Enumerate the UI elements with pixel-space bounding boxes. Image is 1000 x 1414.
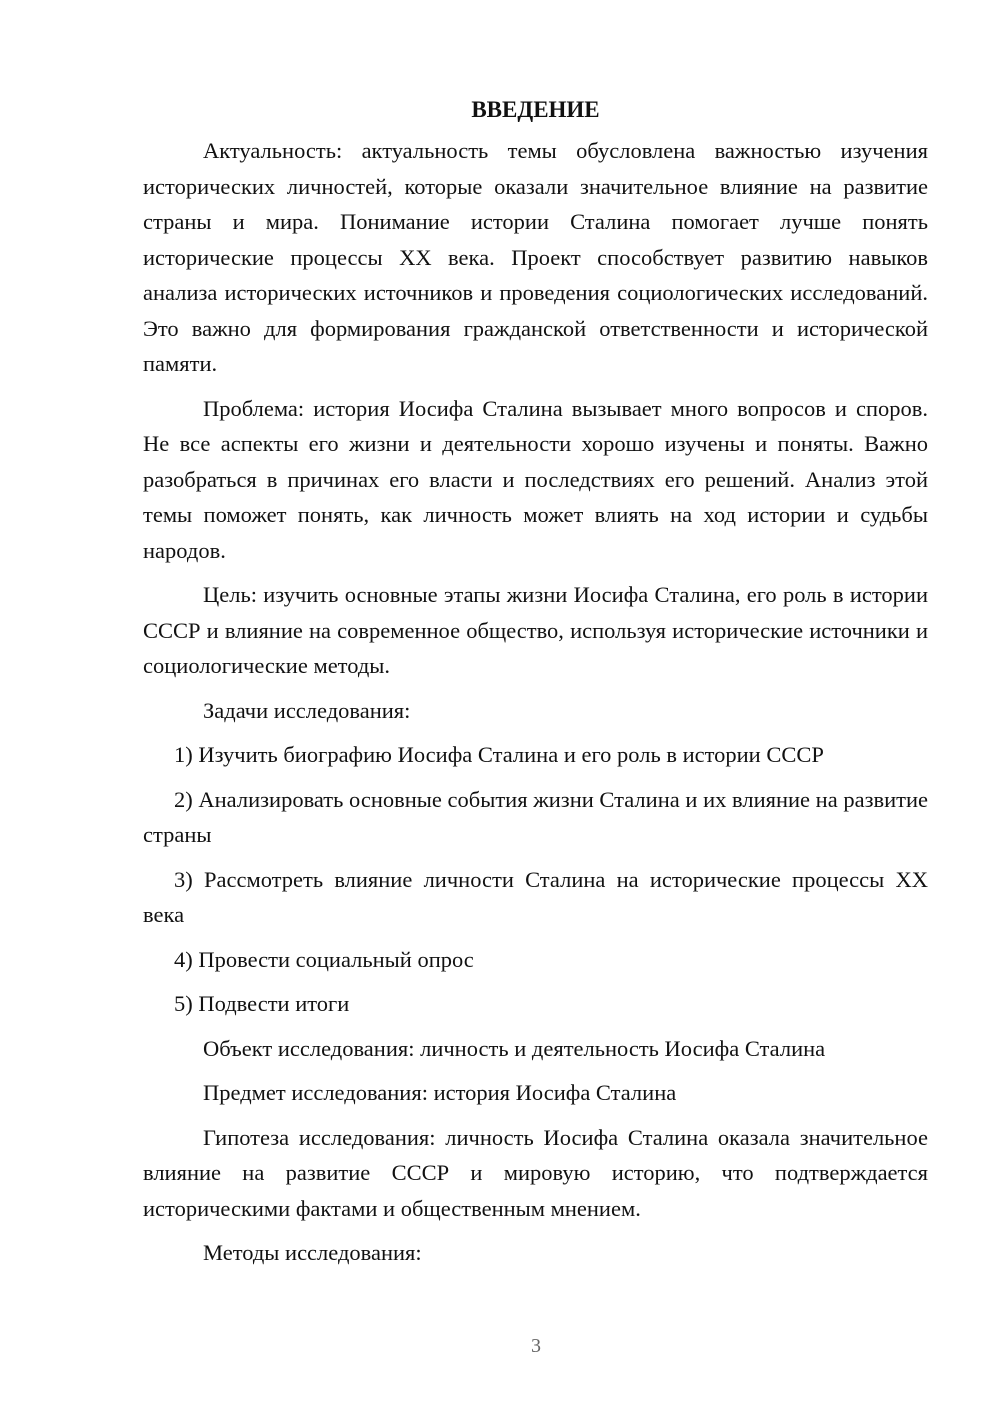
methods-heading: Методы исследования: <box>203 1240 422 1265</box>
paragraph-goal: Цель: изучить основные этапы жизни Иосифа Сталина, его роль в истории СССР и влияние на современное общество, используя исторические источники и социологические методы. <box>143 582 928 678</box>
task-item-3: 3) Рассмотреть влияние личности Сталина на исторические процессы XX века <box>143 866 928 927</box>
paragraph-hypothesis: Гипотеза исследования: личность Иосифа Сталина оказала значительное влияние на развитие СССР и мировую историю, что подтверждается историческими фактами и общественным мнением. <box>143 1124 928 1221</box>
paragraph-problem: Проблема: история Иосифа Сталина вызывает много вопросов и споров. Не все аспекты его жизни и деятельности хорошо изучены и поняты. Важно разобраться в причинах его власти и последствиях его решений. Анализ этой темы поможет понять, как личность может влиять на ход истории и судьбы народов. <box>143 395 928 563</box>
task-item-2: 2) Анализировать основные события жизни Сталина и их влияние на развитие страны <box>143 786 928 847</box>
page-number: 3 <box>531 1335 541 1357</box>
task-item-4: 4) Провести социальный опрос <box>174 946 474 972</box>
paragraph-relevance: Актуальность: актуальность темы обусловлена важностью изучения исторических личностей, которые оказали значительное влияние на развитие страны и мира. Понимание истории Сталина помогает лучше понять исторические процессы XX века. Проект способствует развитию навыков анализа исторических источников и проведения социологических исследований. Это важно для формирования гражданской ответственности и исторической памяти. <box>143 138 928 376</box>
task-item-5: 5) Подвести итоги <box>174 991 350 1016</box>
paragraph-subject: Предмет исследования: история Иосифа Сталина <box>203 1080 677 1105</box>
page-title: ВВЕДЕНИЕ <box>471 97 600 122</box>
task-item-1: 1) Изучить биографию Иосифа Сталина и его роль в истории СССР <box>174 742 824 767</box>
paragraph-object: Объект исследования: личность и деятельность Иосифа Сталина <box>203 1035 826 1061</box>
document-page <box>143 95 928 1280</box>
tasks-heading: Задачи исследования: <box>203 697 411 723</box>
